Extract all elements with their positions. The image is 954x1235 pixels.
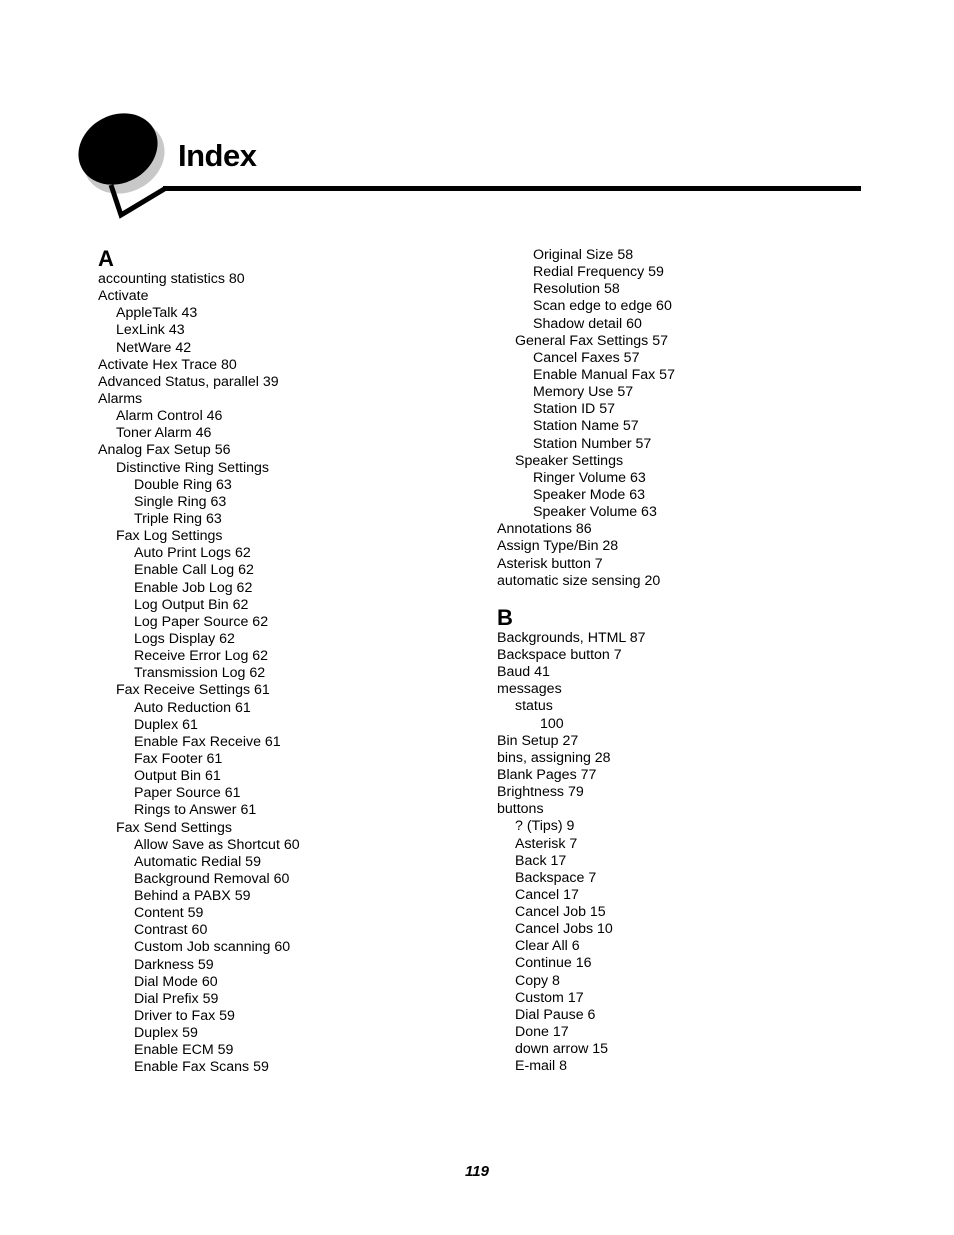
page-number: 119 — [465, 1163, 489, 1180]
index-subentry: Station Number 57 — [533, 435, 652, 452]
index-subentry: Speaker Mode 63 — [533, 486, 645, 503]
index-subentry: Background Removal 60 — [134, 870, 290, 887]
index-subentry: Ringer Volume 63 — [533, 469, 646, 486]
index-subentry: Continue 16 — [515, 955, 592, 972]
index-subentry: Duplex 59 — [134, 1025, 198, 1042]
index-subentry: Contrast 60 — [134, 922, 208, 939]
index-subentry: ? (Tips) 9 — [515, 818, 575, 835]
index-subentry: Station ID 57 — [533, 401, 616, 418]
section-spacer — [497, 590, 877, 606]
index-subentry: Copy 8 — [515, 972, 560, 989]
section-letter: B — [497, 604, 513, 630]
index-subentry: Cancel Job 15 — [515, 904, 606, 921]
index-entry: accounting statistics 80 — [98, 271, 245, 287]
index-subentry: AppleTalk 43 — [116, 305, 198, 322]
index-subentry: Enable Call Log 62 — [134, 562, 254, 579]
index-entry: Backspace button 7 — [497, 646, 622, 663]
index-subentry: Dial Mode 60 — [134, 973, 218, 990]
index-entry: Annotations 86 — [497, 521, 592, 538]
index-entry: Baud 41 — [497, 664, 550, 681]
index-subentry: Backspace 7 — [515, 869, 597, 886]
index-subentry: Enable Job Log 62 — [134, 579, 253, 596]
index-subentry: Speaker Volume 63 — [533, 504, 657, 521]
logo-oval-shape — [66, 100, 170, 199]
index-subentry: Station Name 57 — [533, 418, 639, 435]
index-subentry: Original Size 58 — [533, 247, 634, 263]
section-letter: A — [98, 246, 114, 271]
index-subentry: Custom 17 — [515, 989, 584, 1006]
index-subentry: Fax Log Settings — [116, 528, 223, 545]
index-subentry: Fax Receive Settings 61 — [116, 682, 270, 699]
index-subentry: Resolution 58 — [533, 281, 620, 298]
index-subentry: Driver to Fax 59 — [134, 1008, 235, 1025]
index-subentry: Cancel 17 — [515, 886, 579, 903]
index-subentry: Scan edge to edge 60 — [533, 298, 672, 315]
index-subentry: Enable Fax Scans 59 — [134, 1059, 269, 1076]
index-subentry: 100 — [540, 715, 564, 732]
index-entry: automatic size sensing 20 — [497, 572, 661, 589]
index-entry: Assign Type/Bin 28 — [497, 538, 619, 555]
index-subentry: Logs Display 62 — [134, 630, 235, 647]
index-subentry: Custom Job scanning 60 — [134, 939, 291, 956]
index-subentry: Single Ring 63 — [134, 493, 227, 510]
index-entry: bins, assigning 28 — [497, 749, 611, 766]
index-subentry: Shadow detail 60 — [533, 315, 642, 332]
index-subentry: Redial Frequency 59 — [533, 264, 664, 281]
index-subentry: Dial Prefix 59 — [134, 990, 219, 1007]
index-entry: Activate — [98, 288, 149, 305]
index-subentry: Toner Alarm 46 — [116, 425, 212, 442]
index-subentry: Auto Reduction 61 — [134, 699, 251, 716]
index-entry: Blank Pages 77 — [497, 766, 597, 783]
index-subentry: Enable ECM 59 — [134, 1042, 234, 1059]
index-subentry: Alarm Control 46 — [116, 408, 223, 425]
index-subentry: Done 17 — [515, 1024, 569, 1041]
index-entry: Alarms — [98, 390, 143, 407]
index-subentry: Clear All 6 — [515, 938, 580, 955]
index-subentry: Auto Print Logs 62 — [134, 545, 251, 562]
index-subentry: down arrow 15 — [515, 1041, 609, 1058]
index-subentry: Behind a PABX 59 — [134, 888, 251, 905]
index-subentry: Fax Send Settings — [116, 819, 232, 836]
index-subentry: Automatic Redial 59 — [134, 853, 261, 870]
index-subentry: Distinctive Ring Settings — [116, 459, 269, 476]
index-entry: messages — [497, 681, 562, 698]
index-subentry: Output Bin 61 — [134, 768, 221, 785]
index-subentry: Dial Pause 6 — [515, 1006, 596, 1023]
index-subentry: NetWare 42 — [116, 339, 192, 356]
index-subentry: E-mail 8 — [515, 1058, 568, 1075]
index-subentry: Speaker Settings — [515, 452, 624, 469]
index-subentry: Duplex 61 — [134, 716, 198, 733]
index-subentry: Memory Use 57 — [533, 384, 634, 401]
index-subentry: Transmission Log 62 — [134, 665, 266, 682]
index-entry: Asterisk button 7 — [497, 555, 603, 572]
page-title: Index — [178, 138, 257, 173]
index-subentry: Enable Fax Receive 61 — [134, 733, 281, 750]
index-subentry: Cancel Jobs 10 — [515, 921, 613, 938]
index-subentry: Double Ring 63 — [134, 476, 232, 493]
index-entry: Activate Hex Trace 80 — [98, 356, 237, 373]
index-subentry: Rings to Answer 61 — [134, 802, 257, 819]
index-entry: Backgrounds, HTML 87 — [497, 629, 646, 646]
index-subentry: General Fax Settings 57 — [515, 332, 668, 349]
index-subentry: Paper Source 61 — [134, 785, 241, 802]
index-subentry: Receive Error Log 62 — [134, 648, 269, 665]
index-column-right — [497, 247, 877, 1075]
index-entry: buttons — [497, 801, 544, 818]
index-entry: Brightness 79 — [497, 784, 584, 801]
index-entry: Advanced Status, parallel 39 — [98, 373, 279, 390]
index-subentry: Back 17 — [515, 852, 567, 869]
index-subentry: Darkness 59 — [134, 956, 214, 973]
index-column-left — [98, 247, 478, 1077]
index-subentry: Log Paper Source 62 — [134, 613, 269, 630]
index-subentry: Triple Ring 63 — [134, 510, 222, 527]
index-subentry: Enable Manual Fax 57 — [533, 366, 675, 383]
index-subentry: Log Output Bin 62 — [134, 596, 249, 613]
index-subentry: Allow Save as Shortcut 60 — [134, 836, 300, 853]
index-subentry: status — [515, 698, 553, 715]
index-entry: Analog Fax Setup 56 — [98, 442, 231, 459]
index-subentry: LexLink 43 — [116, 322, 185, 339]
index-subentry: Cancel Faxes 57 — [533, 349, 640, 366]
index-subentry: Content 59 — [134, 905, 204, 922]
chapter-logo — [0, 0, 954, 230]
index-entry: Bin Setup 27 — [497, 732, 579, 749]
index-subentry: Fax Footer 61 — [134, 750, 223, 767]
index-subentry: Asterisk 7 — [515, 835, 578, 852]
